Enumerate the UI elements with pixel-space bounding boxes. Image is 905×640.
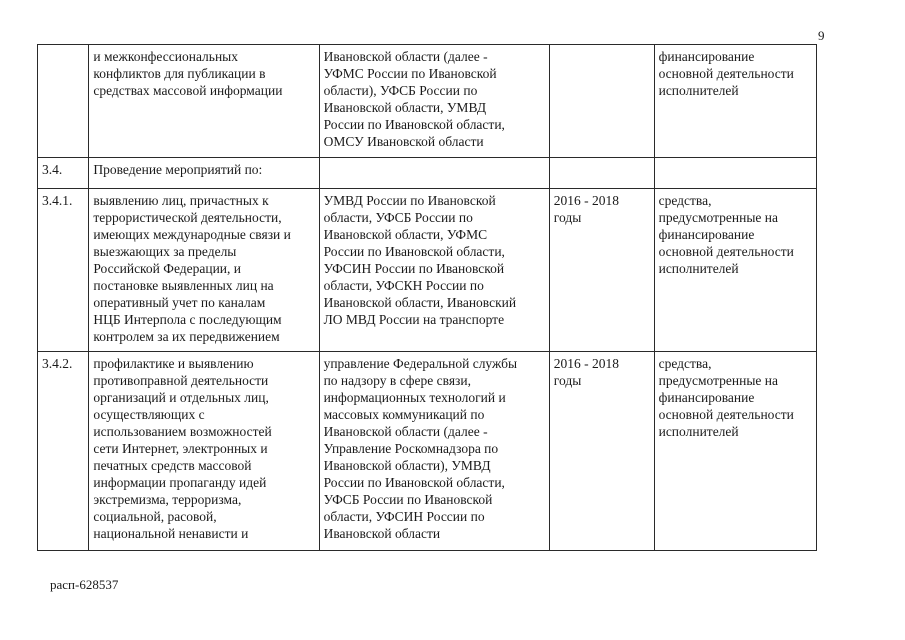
row-number-cell: 3.4. [38, 158, 89, 189]
funding-cell: финансирование основной деятельности исполнителей [654, 45, 816, 158]
term-cell: 2016 - 2018 годы [549, 189, 654, 352]
table-row [38, 189, 817, 352]
measure-description-cell: профилактике и выявлению противоправной деятельности организаций и отдельных лиц, осуществляющих с использованием возможностей сети Интернет, электронных и печатных средств массовой информации пропаганду идей экстремизма, терроризма, социальной, расовой, национальной ненависти и [89, 352, 319, 551]
table-row [38, 158, 817, 189]
measure-description-cell: Проведение мероприятий по: [89, 158, 319, 189]
executors-cell: Ивановской области (далее - УФМС России по Ивановской области), УФСБ России по Ивановской области, УМВД России по Ивановской области, ОМСУ Ивановской области [319, 45, 549, 158]
measure-description-cell: и межконфессиональных конфликтов для публикации в средствах массовой информации [89, 45, 319, 158]
term-cell [549, 45, 654, 158]
term-cell [549, 158, 654, 189]
table-row [38, 45, 817, 158]
funding-cell [654, 158, 816, 189]
measures-table [37, 44, 817, 551]
executors-cell: УМВД России по Ивановской области, УФСБ России по Ивановской области, УФМС России по Ивановской области, УФСИН России по Ивановской области, УФСКН России по Ивановской области, Ивановский ЛО МВД России на транспорте [319, 189, 549, 352]
row-number-cell: 3.4.1. [38, 189, 89, 352]
executors-cell: управление Федеральной службы по надзору в сфере связи, информационных технологий и массовых коммуникаций по Ивановской области (далее - Управление Роскомнадзора по Ивановской области), УМВД России по Ивановской области, УФСБ России по Ивановской области, УФСИН России по Ивановской области [319, 352, 549, 551]
funding-cell: средства, предусмотренные на финансирование основной деятельности исполнителей [654, 189, 816, 352]
funding-cell: средства, предусмотренные на финансирование основной деятельности исполнителей [654, 352, 816, 551]
table-row [38, 352, 817, 551]
measure-description-cell: выявлению лиц, причастных к террористической деятельности, имеющих международные связи и выезжающих за пределы Российской Федерации, и постановке выявленных лиц на оперативный учет по каналам НЦБ Интерпола с последующим контролем за их передвижением [89, 189, 319, 352]
row-number-cell [38, 45, 89, 158]
document-code: расп-628537 [50, 577, 119, 592]
term-cell: 2016 - 2018 годы [549, 352, 654, 551]
row-number-cell: 3.4.2. [38, 352, 89, 551]
executors-cell [319, 158, 549, 189]
page-number: 9 [818, 28, 825, 43]
